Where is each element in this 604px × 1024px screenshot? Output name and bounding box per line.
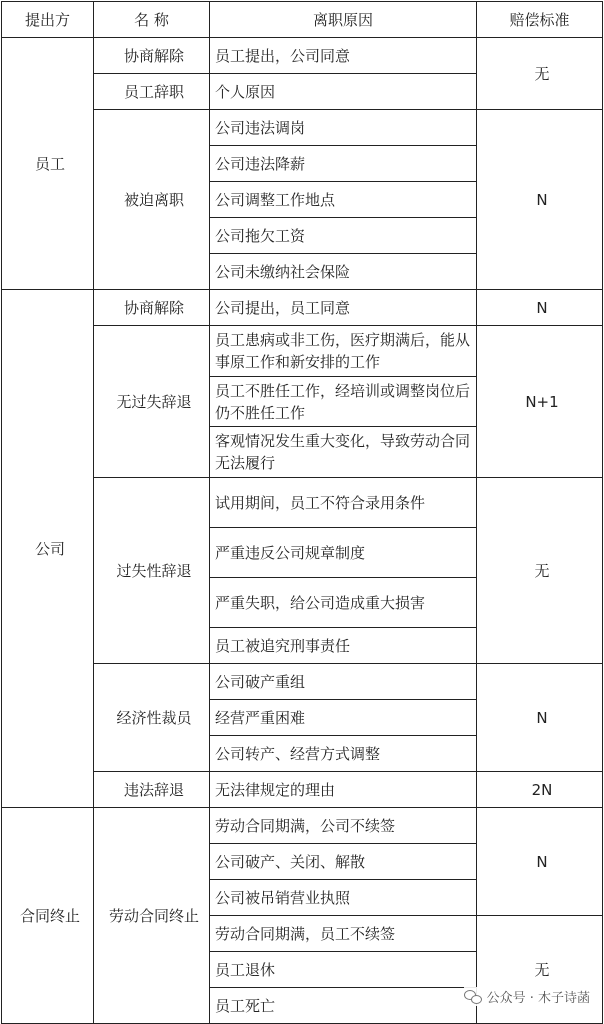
name-cell: 经济性裁员 bbox=[94, 664, 210, 772]
reason-cell: 员工退休 bbox=[210, 952, 477, 988]
name-cell: 协商解除 bbox=[94, 290, 210, 326]
reason-cell: 试用期间，员工不符合录用条件 bbox=[210, 478, 477, 528]
compensation-cell: N bbox=[477, 290, 603, 326]
reason-cell: 员工患病或非工伤，医疗期满后，能从事原工作和新安排的工作 bbox=[210, 326, 477, 377]
reason-cell: 员工被追究刑事责任 bbox=[210, 628, 477, 664]
header-party: 提出方 bbox=[2, 2, 94, 38]
reason-cell: 严重违反公司规章制度 bbox=[210, 528, 477, 578]
reason-cell: 公司提出，员工同意 bbox=[210, 290, 477, 326]
reason-cell: 劳动合同期满，员工不续签 bbox=[210, 916, 477, 952]
party-cell: 合同终止 bbox=[2, 808, 94, 1024]
name-cell: 被迫离职 bbox=[94, 110, 210, 290]
reason-cell: 公司违法调岗 bbox=[210, 110, 477, 146]
watermark-text: 公众号 · 木子诗菡 bbox=[486, 991, 590, 1006]
compensation-cell: 无 bbox=[477, 916, 603, 1024]
name-cell: 无过失辞退 bbox=[94, 326, 210, 478]
reason-cell: 公司调整工作地点 bbox=[210, 182, 477, 218]
reason-cell: 员工提出，公司同意 bbox=[210, 38, 477, 74]
severance-table bbox=[1, 1, 603, 1024]
table-row bbox=[2, 808, 603, 844]
party-cell: 公司 bbox=[2, 290, 94, 808]
reason-cell: 公司未缴纳社会保险 bbox=[210, 254, 477, 290]
compensation-cell: 2N bbox=[477, 772, 603, 808]
reason-cell: 个人原因 bbox=[210, 74, 477, 110]
reason-cell: 无法律规定的理由 bbox=[210, 772, 477, 808]
header-compensation: 赔偿标准 bbox=[477, 2, 603, 38]
table-row bbox=[2, 38, 603, 74]
compensation-cell: N bbox=[477, 808, 603, 916]
reason-cell: 经营严重困难 bbox=[210, 700, 477, 736]
header-row bbox=[2, 2, 603, 38]
reason-cell: 劳动合同期满，公司不续签 bbox=[210, 808, 477, 844]
reason-cell: 公司破产、关闭、解散 bbox=[210, 844, 477, 880]
party-cell: 员工 bbox=[2, 38, 94, 290]
header-name: 名 称 bbox=[94, 2, 210, 38]
compensation-cell: N+1 bbox=[477, 326, 603, 478]
reason-cell: 公司违法降薪 bbox=[210, 146, 477, 182]
name-cell: 劳动合同终止 bbox=[94, 808, 210, 1024]
table-row bbox=[2, 290, 603, 326]
name-cell: 员工辞职 bbox=[94, 74, 210, 110]
wechat-icon bbox=[464, 990, 482, 1004]
name-cell: 过失性辞退 bbox=[94, 478, 210, 664]
name-cell: 协商解除 bbox=[94, 38, 210, 74]
compensation-cell: N bbox=[477, 664, 603, 772]
header-reason: 离职原因 bbox=[210, 2, 477, 38]
watermark bbox=[464, 987, 590, 1006]
reason-cell: 客观情况发生重大变化，导致劳动合同无法履行 bbox=[210, 427, 477, 478]
compensation-cell: 无 bbox=[477, 478, 603, 664]
compensation-cell: N bbox=[477, 110, 603, 290]
reason-cell: 公司破产重组 bbox=[210, 664, 477, 700]
reason-cell: 公司被吊销营业执照 bbox=[210, 880, 477, 916]
name-cell: 违法辞退 bbox=[94, 772, 210, 808]
compensation-cell: 无 bbox=[477, 38, 603, 110]
reason-cell: 员工死亡 bbox=[210, 988, 477, 1024]
reason-cell: 公司转产、经营方式调整 bbox=[210, 736, 477, 772]
reason-cell: 公司拖欠工资 bbox=[210, 218, 477, 254]
reason-cell: 严重失职，给公司造成重大损害 bbox=[210, 578, 477, 628]
reason-cell: 员工不胜任工作，经培训或调整岗位后仍不胜任工作 bbox=[210, 377, 477, 427]
